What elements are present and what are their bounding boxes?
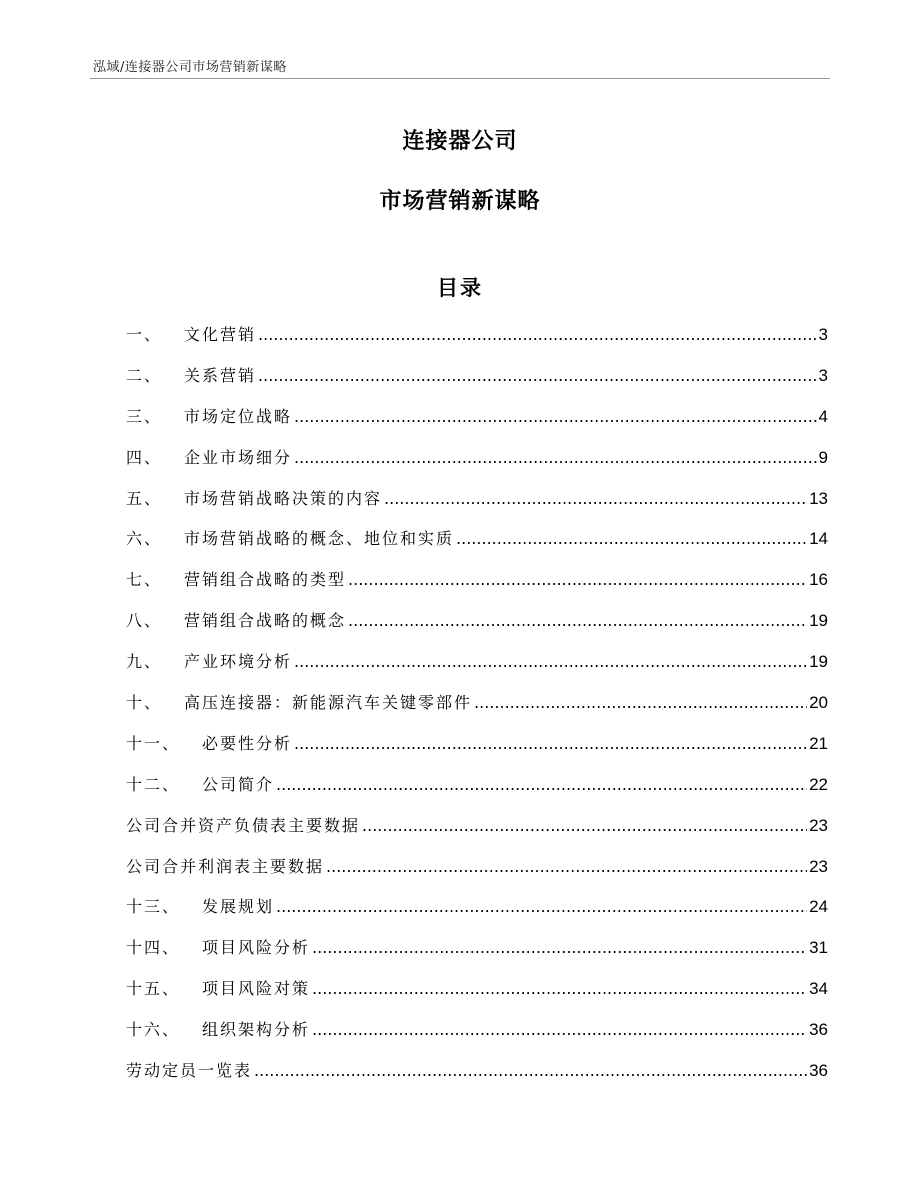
toc-entry-separator: 、 (144, 693, 163, 713)
toc-dot-leader (294, 652, 807, 671)
toc-entry[interactable] (126, 1017, 828, 1058)
toc-entry-number: 八 (126, 611, 145, 631)
toc-entry-label: 公司合并资产负债表主要数据 (126, 815, 361, 835)
toc-dot-leader (474, 693, 807, 712)
toc-entry-page-number: 36 (809, 1061, 828, 1081)
toc-entry-label: 公司合并利润表主要数据 (126, 856, 325, 876)
toc-entry-separator: 、 (144, 365, 163, 385)
toc-entry[interactable] (126, 976, 828, 1017)
toc-dot-leader (312, 979, 807, 998)
toc-dot-leader (294, 448, 816, 467)
toc-entry-number: 十 (126, 693, 145, 713)
toc-dot-leader (456, 529, 807, 548)
running-header: 泓域/连接器公司市场营销新谋略 (93, 60, 287, 75)
toc-entry-separator: 、 (162, 1020, 181, 1040)
toc-entry[interactable] (126, 526, 828, 567)
toc-entry-number: 十一 (126, 733, 163, 753)
toc-entry[interactable] (126, 363, 828, 404)
toc-dot-leader (312, 1020, 807, 1039)
toc-entry-number: 二 (126, 365, 145, 385)
toc-entry-label: 关系营销 (184, 365, 257, 385)
toc-entry-page-number: 19 (809, 611, 828, 631)
toc-entry-label: 文化营销 (184, 325, 257, 344)
toc-entry-separator: 、 (144, 406, 163, 426)
toc-entry-label: 营销组合战略的概念 (184, 611, 347, 631)
document-title-line-2: 市场营销新谋略 (379, 189, 541, 214)
toc-entry-page-number: 31 (809, 938, 828, 958)
toc-entry-page-number: 24 (809, 897, 828, 917)
toc-entry[interactable] (126, 935, 828, 976)
toc-entry[interactable] (126, 690, 828, 731)
toc-entry-separator: 、 (144, 570, 163, 590)
toc-entry-label: 项目风险对策 (202, 979, 311, 999)
toc-entry-number: 十六 (126, 1020, 163, 1040)
toc-entry[interactable] (126, 1058, 828, 1099)
toc-dot-leader (276, 897, 807, 916)
toc-entry-page-number: 9 (818, 447, 828, 467)
toc-entry-label: 高压连接器：新能源汽车关键零部件 (184, 693, 473, 713)
toc-entry-number: 十二 (126, 774, 163, 794)
toc-entry-separator: 、 (144, 447, 163, 467)
toc-dot-leader (384, 489, 807, 508)
toc-entry-label: 营销组合战略的类型 (184, 570, 347, 590)
toc-entry-separator: 、 (144, 652, 163, 672)
toc-entry[interactable] (126, 322, 828, 363)
toc-entry-label: 企业市场细分 (184, 447, 293, 467)
table-of-contents (126, 322, 828, 1099)
toc-entry-page-number: 22 (809, 774, 828, 794)
toc-heading: 目录 (437, 276, 483, 300)
toc-entry[interactable] (126, 608, 828, 649)
toc-entry-separator: 、 (162, 733, 181, 753)
toc-entry-label: 发展规划 (202, 897, 275, 917)
toc-entry-page-number: 4 (818, 406, 828, 426)
toc-dot-leader (362, 816, 807, 835)
toc-entry[interactable] (126, 649, 828, 690)
toc-entry-number: 十五 (126, 979, 163, 999)
toc-entry-label: 组织架构分析 (202, 1020, 311, 1040)
toc-entry-page-number: 19 (809, 652, 828, 672)
toc-entry-number: 四 (126, 447, 145, 467)
toc-entry-number: 十四 (126, 938, 163, 958)
toc-entry-label: 市场营销战略的概念、地位和实质 (184, 529, 455, 549)
toc-entry[interactable] (126, 486, 828, 527)
toc-entry-number: 一 (126, 325, 145, 344)
toc-entry[interactable] (126, 772, 828, 813)
toc-entry-separator: 、 (162, 979, 181, 999)
toc-entry[interactable] (126, 404, 828, 445)
toc-entry-page-number: 3 (818, 325, 828, 344)
toc-dot-leader (258, 366, 816, 385)
toc-entry-label: 市场定位战略 (184, 406, 293, 426)
toc-entry-separator: 、 (144, 488, 163, 508)
toc-entry-page-number: 20 (809, 693, 828, 713)
toc-entry-separator: 、 (144, 325, 163, 344)
toc-entry-separator: 、 (144, 529, 163, 549)
toc-entry-page-number: 23 (809, 815, 828, 835)
toc-entry[interactable] (126, 854, 828, 895)
toc-entry-number: 五 (126, 488, 145, 508)
toc-entry[interactable] (126, 894, 828, 935)
toc-entry-number: 三 (126, 406, 145, 426)
toc-entry-page-number: 21 (809, 733, 828, 753)
toc-entry-label: 公司简介 (202, 774, 275, 794)
toc-dot-leader (258, 325, 816, 344)
document-title-line-1: 连接器公司 (402, 129, 518, 154)
toc-entry-number: 六 (126, 529, 145, 549)
header-divider (90, 78, 830, 79)
toc-entry-page-number: 34 (809, 979, 828, 999)
toc-entry[interactable] (126, 813, 828, 854)
toc-dot-leader (294, 734, 807, 753)
toc-entry[interactable] (126, 445, 828, 486)
toc-entry-separator: 、 (162, 897, 181, 917)
toc-entry-label: 劳动定员一览表 (126, 1061, 253, 1081)
toc-dot-leader (254, 1061, 807, 1080)
toc-entry[interactable] (126, 567, 828, 608)
toc-entry-label: 市场营销战略决策的内容 (184, 488, 383, 508)
toc-entry-separator: 、 (162, 774, 181, 794)
toc-entry-page-number: 23 (809, 856, 828, 876)
toc-entry-number: 十三 (126, 897, 163, 917)
toc-entry-label: 产业环境分析 (184, 652, 293, 672)
toc-entry-separator: 、 (144, 611, 163, 631)
toc-dot-leader (276, 775, 807, 794)
toc-entry-label: 项目风险分析 (202, 938, 311, 958)
toc-entry-page-number: 36 (809, 1020, 828, 1040)
toc-dot-leader (312, 938, 807, 957)
toc-entry[interactable] (126, 731, 828, 772)
toc-entry-number: 九 (126, 652, 145, 672)
toc-dot-leader (294, 407, 816, 426)
toc-entry-page-number: 14 (809, 529, 828, 549)
toc-dot-leader (326, 857, 807, 876)
toc-entry-separator: 、 (162, 938, 181, 958)
toc-entry-page-number: 3 (818, 365, 828, 385)
toc-dot-leader (348, 611, 807, 630)
toc-entry-page-number: 13 (809, 488, 828, 508)
toc-entry-label: 必要性分析 (202, 733, 293, 753)
toc-dot-leader (348, 570, 807, 589)
toc-entry-page-number: 16 (809, 570, 828, 590)
toc-entry-number: 七 (126, 570, 145, 590)
